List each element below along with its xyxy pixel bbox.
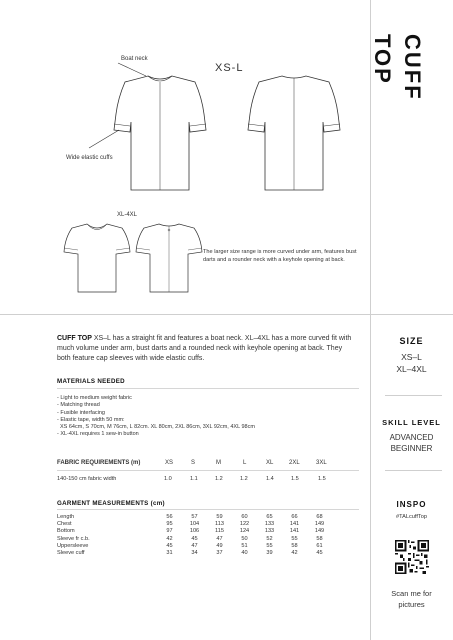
back-view-xl-4xl-illustration: [134, 220, 204, 296]
inspo-heading: INSPO: [396, 500, 427, 509]
cell: 115: [215, 528, 224, 535]
cell: 66: [291, 514, 298, 520]
cell: 133: [264, 528, 275, 535]
back-view-xs-l-illustration: [244, 72, 344, 197]
fabric-value: 1.5: [291, 476, 299, 482]
fabric-value: 1.4: [266, 476, 274, 482]
cell: 68: [316, 514, 323, 520]
fabric-rule: [57, 470, 359, 471]
fabric-row: [57, 476, 357, 486]
fabric-header-row: [57, 460, 357, 470]
materials-item: - Light to medium weight fabric: [57, 395, 132, 401]
scan-text-2: pictures: [398, 600, 425, 609]
cell: 141: [289, 528, 300, 535]
cell: 45: [316, 550, 323, 557]
table-row: [57, 514, 357, 521]
size-label-xl-4xl: XL-4XL: [117, 212, 138, 218]
cell: 104: [189, 521, 200, 528]
cell: 39: [266, 550, 273, 557]
table-row: [57, 521, 357, 528]
cell: 42: [166, 535, 173, 542]
cell: 58: [316, 535, 323, 542]
table-row: [57, 536, 357, 543]
fabric-value: 1.2: [240, 476, 248, 482]
fabric-value: 1.1: [190, 476, 198, 482]
cell: 55: [291, 535, 298, 542]
intro-product-name: CUFF TOP: [57, 335, 92, 342]
skill-level-1: ADVANCED: [389, 433, 434, 442]
row-label: Sleeve cuff: [57, 550, 85, 557]
vertical-divider: [370, 0, 371, 640]
cell: 149: [314, 528, 325, 535]
size-range-note: The larger size range is more curved under arm, features bust darts and a rounder neck with a keyhole opening at back.: [203, 249, 357, 263]
cell: 37: [216, 550, 223, 557]
table-row: [57, 550, 357, 557]
row-label: Length: [57, 514, 75, 520]
wide-cuffs-label: Wide elastic cuffs: [66, 155, 113, 161]
cell: 42: [291, 550, 298, 557]
cell: 60: [241, 514, 248, 520]
fabric-size-s: S: [191, 460, 196, 466]
cell: 31: [166, 550, 173, 557]
intro-text: XS–L has a straight fit and features a boat neck. XL–4XL has a more curved fit with much volume under arm, bust darts and a rounded neck with keyhole opening at back. They both feature cap sleeves with wide elastic cuffs.: [57, 335, 352, 362]
cell: 122: [239, 521, 250, 528]
garment-heading: GARMENT MEASUREMENTS (cm): [57, 500, 165, 507]
cell: 34: [191, 550, 198, 557]
row-label: Uppersleeve: [57, 542, 89, 549]
skill-level-2: BEGINNER: [390, 444, 433, 453]
cell: 61: [316, 542, 323, 549]
materials-rule: [57, 388, 359, 389]
table-row: [57, 528, 357, 535]
fabric-heading: FABRIC REQUIREMENTS (m): [57, 460, 141, 466]
cell: 57: [191, 514, 198, 520]
garment-rule: [57, 509, 359, 510]
cell: 97: [166, 528, 173, 535]
front-view-xs-l-illustration: [110, 72, 210, 197]
fabric-size-xl: XL: [266, 460, 274, 466]
cell: 141: [289, 521, 300, 528]
size-range-1: XS–L: [401, 352, 422, 362]
size-label-xs-l: XS-L: [215, 62, 244, 74]
cell: 45: [166, 542, 173, 549]
cell: 50: [241, 535, 248, 542]
materials-list: [57, 395, 357, 439]
cell: 49: [216, 542, 223, 549]
materials-item: XS 64cm, S 70cm, M 76cm, L 82cm. XL 80cm, 2XL 86cm, 3XL 92cm, 4XL 98cm: [60, 424, 255, 431]
fabric-size-xs: XS: [165, 460, 174, 466]
cell: 40: [241, 550, 248, 557]
materials-item: - Elastic tape, width 50 mm:: [57, 416, 125, 423]
size-range-2: XL–4XL: [396, 364, 427, 374]
cell: 65: [266, 514, 273, 520]
page-title: CUFF TOP: [370, 34, 425, 101]
inspo-hashtag: #TALcuffTop: [396, 514, 427, 520]
cell: 47: [191, 542, 198, 549]
horizontal-divider: [0, 314, 453, 315]
fabric-size-l: L: [243, 460, 247, 466]
fabric-value: 1.2: [215, 476, 223, 482]
cell: 113: [215, 521, 224, 528]
qr-code-icon[interactable]: [395, 540, 429, 574]
cell: 95: [166, 521, 173, 528]
cell: 45: [191, 535, 198, 542]
materials-item: - XL-4XL requires 1 sew-in button: [57, 431, 139, 438]
cell: 51: [241, 542, 248, 549]
skill-heading: SKILL LEVEL: [382, 418, 441, 427]
materials-item: - Fusible interfacing: [57, 409, 105, 416]
cell: 124: [239, 528, 250, 535]
cell: 133: [264, 521, 275, 528]
row-label: Sleeve fr c.b.: [57, 535, 90, 542]
sidebar-rule: [385, 470, 442, 471]
fabric-value: 1.0: [164, 476, 172, 482]
boat-neck-label: Boat neck: [121, 56, 148, 62]
size-heading: SIZE: [399, 336, 424, 346]
sidebar-rule: [385, 395, 442, 396]
cell: 106: [189, 528, 200, 535]
cell: 56: [166, 514, 173, 520]
cell: 149: [314, 521, 325, 528]
table-row: [57, 543, 357, 550]
row-label: Chest: [57, 521, 72, 528]
intro-paragraph: [57, 334, 357, 364]
fabric-size-3xl: 3XL: [316, 460, 327, 466]
cell: 58: [291, 542, 298, 549]
scan-text-1: Scan me for: [391, 589, 432, 598]
garment-measurements-table: [57, 514, 357, 557]
fabric-row-label: 140-150 cm fabric width: [57, 476, 117, 482]
cell: 47: [216, 535, 223, 542]
cuff-pointer: [86, 128, 122, 150]
cell: 55: [266, 542, 273, 549]
fabric-size-m: M: [216, 460, 221, 466]
fabric-size-2xl: 2XL: [289, 460, 300, 466]
row-label: Bottom: [57, 528, 75, 535]
front-view-xl-4xl-illustration: [62, 220, 132, 296]
materials-item: - Matching thread: [57, 402, 100, 409]
cell: 59: [216, 514, 223, 520]
fabric-value: 1.5: [318, 476, 326, 482]
cell: 52: [266, 535, 273, 542]
materials-heading: MATERIALS NEEDED: [57, 378, 125, 385]
